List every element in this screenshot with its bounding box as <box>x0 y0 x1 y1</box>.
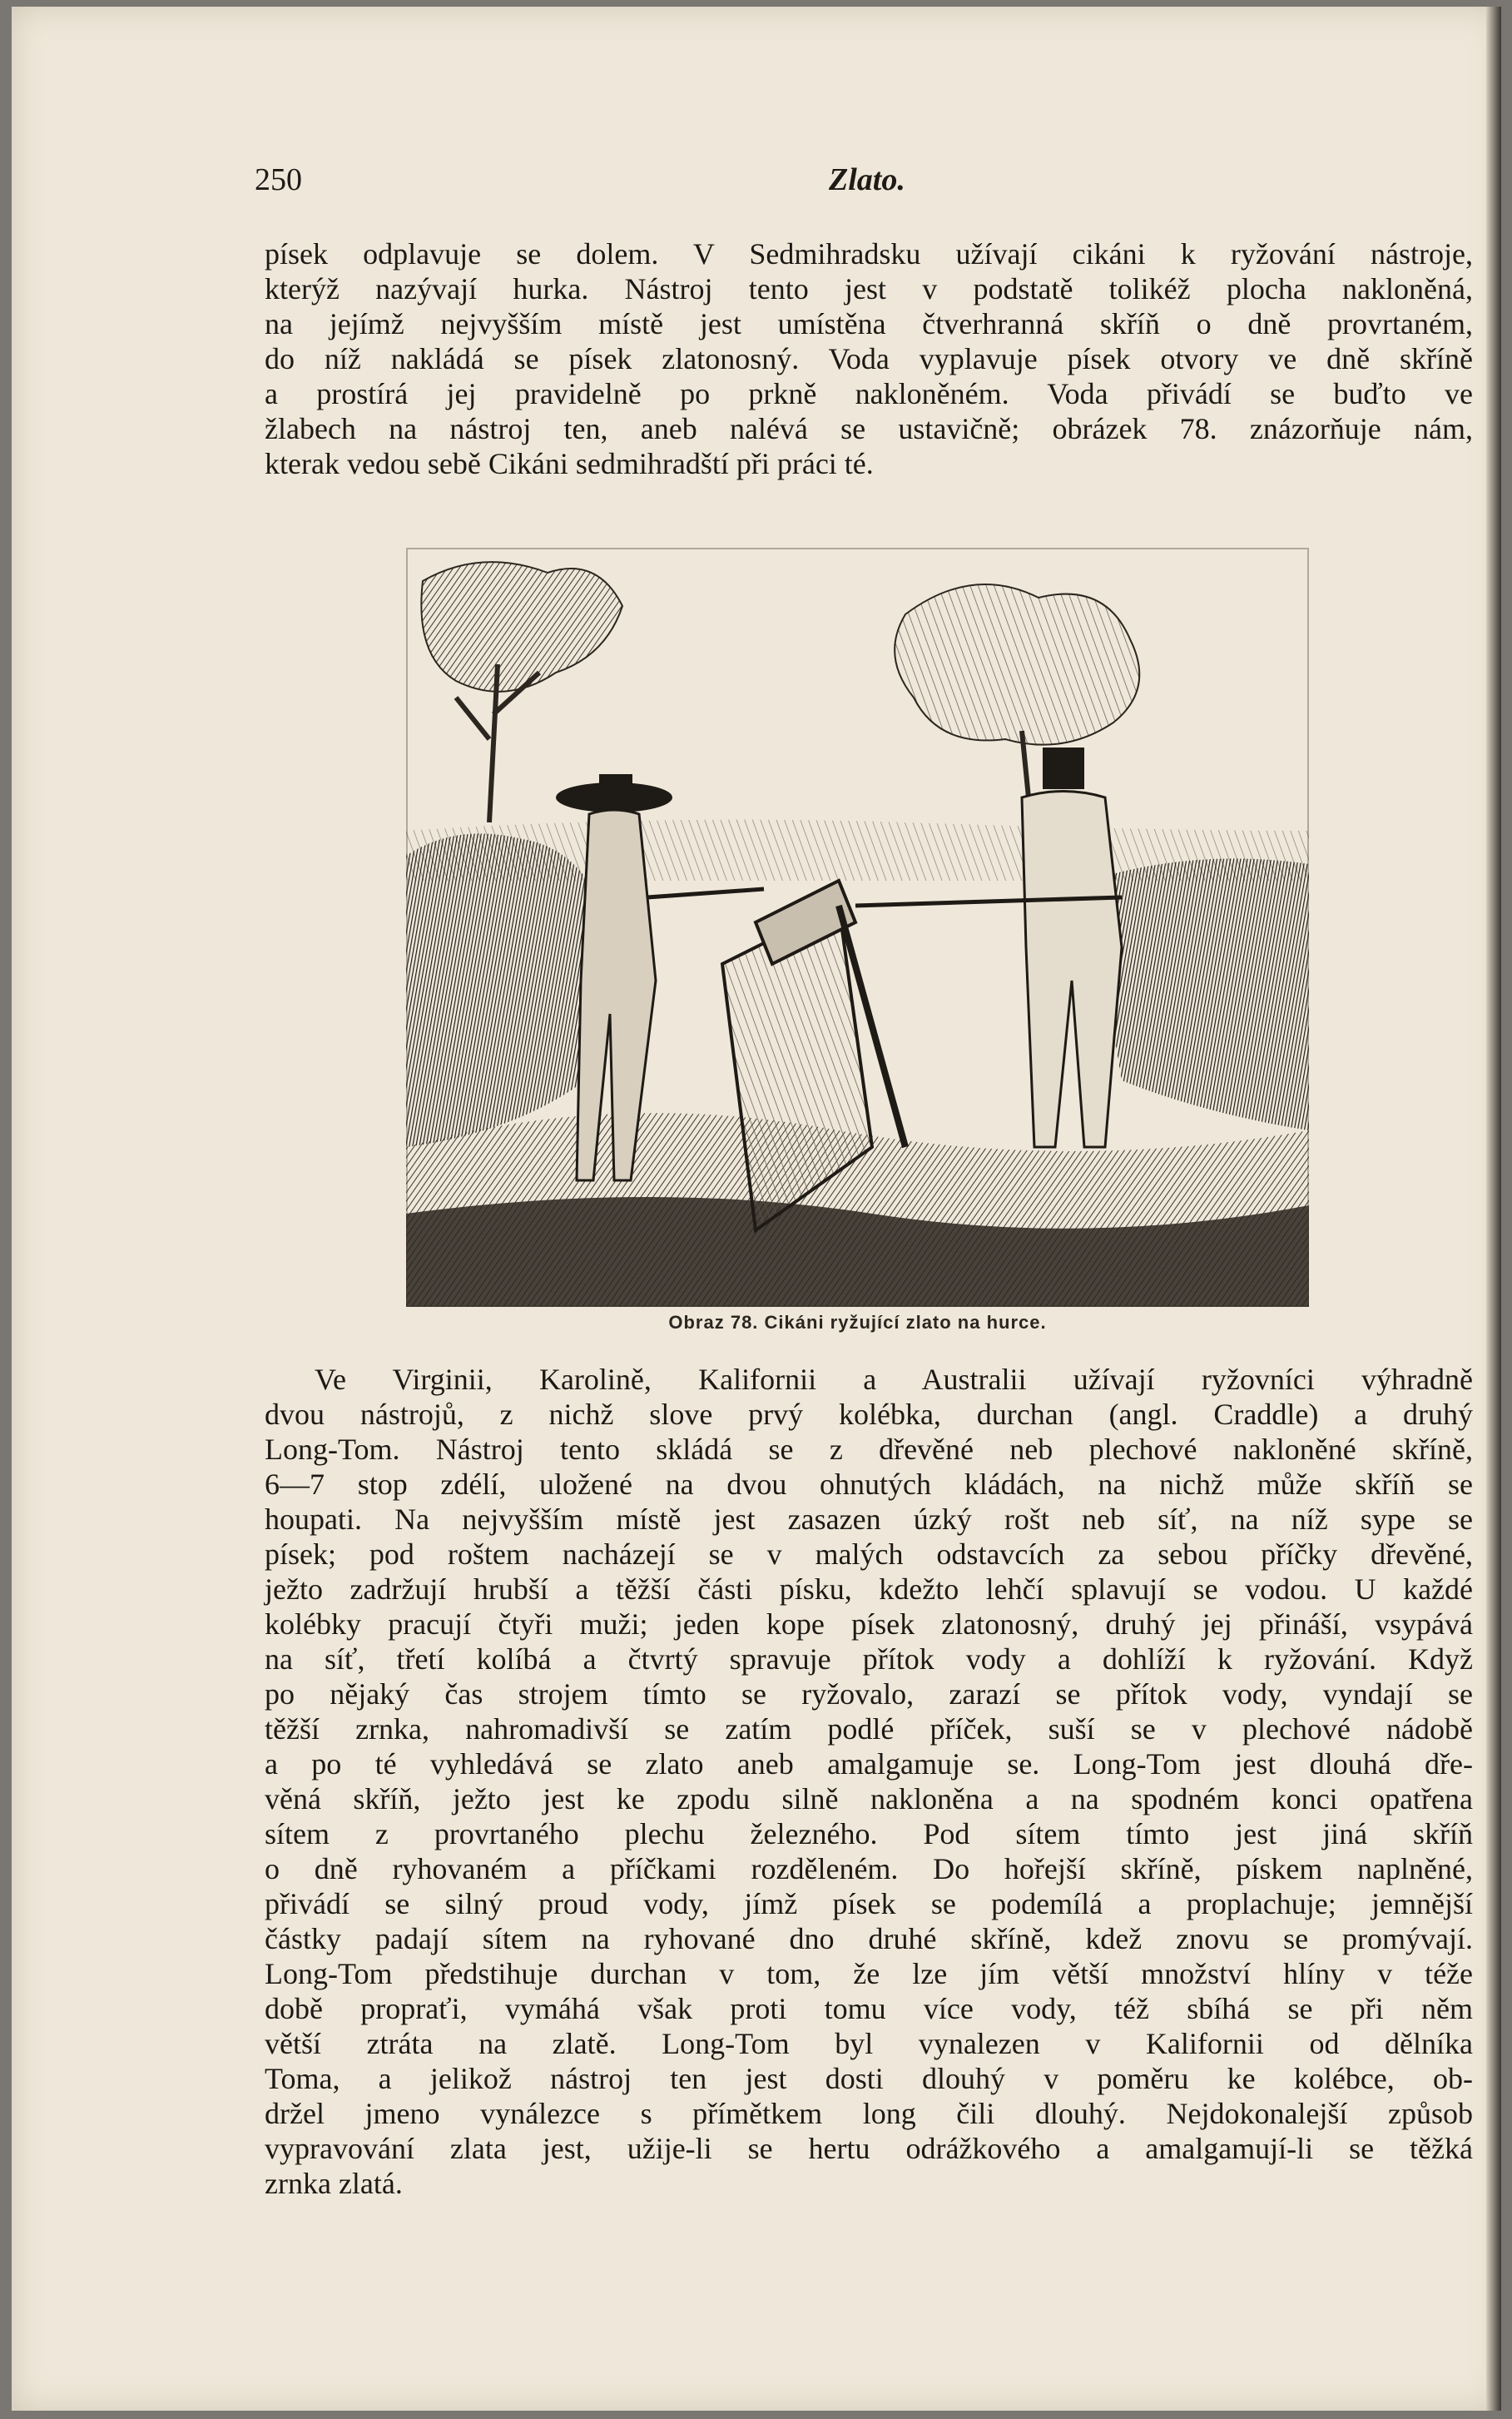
text-line: kterýž nazývají hurka. Nástroj tento jest v podstatě tolikéž plocha nakloněná, <box>265 272 1473 305</box>
text-line: o dně ryhovaném a příčkami rozděleném. Do hořejší skříně, pískem naplněné, <box>265 1852 1473 1885</box>
text-line: Long-Tom. Nástroj tento skládá se z dřevěné neb plechové nakloněné skříně, <box>265 1433 1473 1466</box>
text-line: částky padají sítem na ryhované dno druhé skříně, kdež znovu se promývají. <box>265 1922 1473 1955</box>
text-line: přivádí se silný proud vody, jímž písek se podemílá a proplachuje; jemnější <box>265 1887 1473 1920</box>
text-line: Long-Tom předstihuje durchan v tom, že lze jím větší množství hlíny v téže <box>265 1957 1473 1990</box>
text-line: na jejímž nejvyšším místě jest umístěna čtverhranná skříň o dně provrtaném, <box>265 307 1473 340</box>
text-line: dvou nástrojů, z nichž slove prvý kolébka, durchan (angl. Craddle) a druhý <box>265 1398 1473 1431</box>
page-spine-shadow <box>1486 7 1501 2411</box>
text-line: těžší zrnka, nahromadivší se zatím podlé příček, suší se v plechové nádobě <box>265 1712 1473 1746</box>
text-line: na síť, třetí kolíbá a čtvrtý spravuje přítok vody a dohlíží k ryžování. Když <box>265 1642 1473 1676</box>
text-line: 6—7 stop zdélí, uložené na dvou ohnutých kládách, na nichž může skříň se <box>265 1468 1473 1501</box>
text-line: kolébky pracují čtyři muži; jeden kope písek zlatonosný, druhý jej přináší, vsypává <box>265 1607 1473 1641</box>
text-line: věná skříň, ježto jest ke zpodu silně nakloněna a na spodném konci opatřena <box>265 1782 1473 1815</box>
text-line: písek odplavuje se dolem. V Sedmihradsku užívají cikáni k ryžování nástroje, <box>265 237 1473 271</box>
text-line: písek; pod roštem nacházejí se v malých odstavcích za sebou příčky dřevěné, <box>265 1537 1473 1571</box>
text-line: vypravování zlata jest, užije-li se hertu odrážkového a amalgamují-li se těžká <box>265 2132 1473 2165</box>
paragraph-intro <box>265 236 1473 481</box>
book-page <box>12 7 1501 2411</box>
text-line: větší ztráta na zlatě. Long-Tom byl vynalezen v Kalifornii od dělníka <box>265 2027 1473 2060</box>
text-line: sítem z provrtaného plechu železného. Pod sítem tímto jest jiná skříň <box>265 1817 1473 1850</box>
text-line: době propraťi, vymáhá však proti tomu více vody, též sbíhá se při něm <box>265 1992 1473 2025</box>
running-title: Zlato. <box>829 162 905 197</box>
text-line: a po té vyhledává se zlato aneb amalgamuje se. Long-Tom jest dlouhá dře- <box>265 1747 1473 1781</box>
text-line: po nějaký čas strojem tímto se ryžovalo, zarazí se přítok vody, vyndají se <box>265 1677 1473 1711</box>
text-line: zrnka zlatá. <box>265 2167 403 2200</box>
text-line: a prostírá jej pravidelně po prkně nakloněném. Voda přivádí se buďto ve <box>265 377 1473 410</box>
text-line: Toma, a jelikož nástroj ten jest dosti dlouhý v poměru ke kolébce, ob- <box>265 2062 1473 2095</box>
text-line: žlabech na nástroj ten, aneb nalévá se ustavičně; obrázek 78. znázorňuje nám, <box>265 412 1473 445</box>
text-line: ježto zadržují hrubší a těžší části písku, kdežto lehčí splavují se vodou. U každé <box>265 1572 1473 1606</box>
figure-caption: Obraz 78. Cikáni ryžující zlato na hurce. <box>668 1312 1047 1333</box>
text-line: držel jmeno vynálezce s přímětkem long čili dlouhý. Nejdokonalejší způsob <box>265 2097 1473 2130</box>
page-number: 250 <box>255 162 302 197</box>
text-line: kterak vedou sebě Cikáni sedmihradští při práci té. <box>265 447 874 480</box>
engraving-illustration <box>406 548 1309 1307</box>
text-line: do níž nakládá se písek zlatonosný. Voda vyplavuje písek otvory ve dně skříně <box>265 342 1473 375</box>
page-header <box>255 161 1470 205</box>
paragraph-main <box>265 1362 1473 2201</box>
text-line: Ve Virginii, Karolině, Kalifornii a Australii užívají ryžovníci výhradně <box>315 1363 1473 1396</box>
gold-washing-engraving <box>406 548 1309 1307</box>
text-line: houpati. Na nejvyšším místě jest zasazen úzký rošt neb síť, na níž sype se <box>265 1503 1473 1536</box>
